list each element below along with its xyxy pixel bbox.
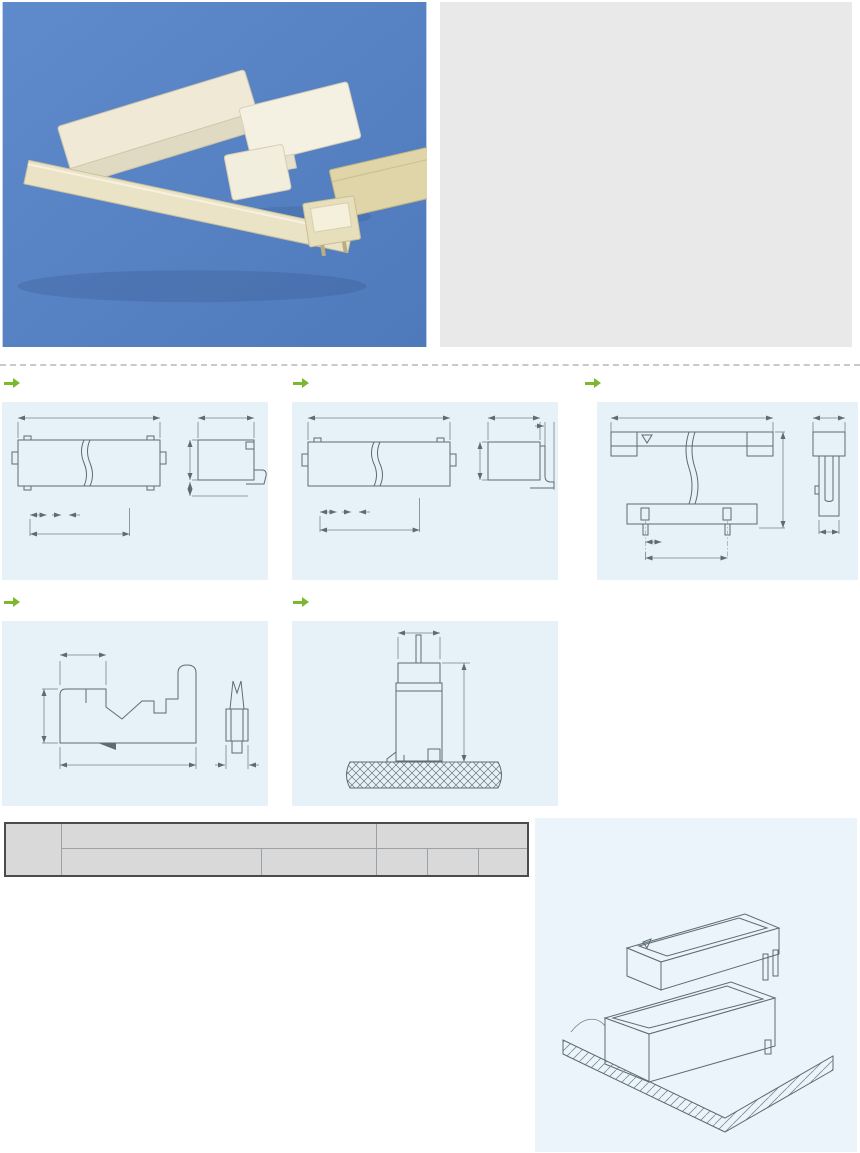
- section-header-sh-nawt: [293, 371, 316, 395]
- col-header-poles: [5, 823, 61, 876]
- sh-nat-technical-drawing: [2, 402, 268, 580]
- specifications-panel: [440, 2, 852, 347]
- green-arrow-icon: [4, 378, 20, 388]
- col-header-c: [478, 849, 528, 877]
- sh-nawt-technical-drawing: [292, 402, 558, 580]
- drawing-panel-sh-ny: [597, 402, 858, 580]
- col-header-b: [427, 849, 478, 877]
- parts-table: [4, 822, 529, 877]
- assembly-illustration-image: [535, 818, 857, 1152]
- sh-ny-technical-drawing: [597, 402, 858, 580]
- section-header-sh-nat: [4, 371, 27, 395]
- green-arrow-icon: [293, 597, 309, 607]
- green-arrow-icon: [585, 378, 601, 388]
- section-header-sh-ny: [585, 371, 608, 395]
- green-arrow-icon: [4, 597, 20, 607]
- drawing-panel-sh-nat: [2, 402, 268, 580]
- section-header-install: [293, 590, 316, 614]
- product-photo-image: [2, 2, 427, 347]
- install-technical-drawing: [292, 621, 558, 806]
- section-header-sh-te: [4, 590, 27, 614]
- pcb-cross-section: [347, 762, 502, 788]
- col-header-housing: [261, 849, 376, 877]
- drawing-panel-sh-te: [2, 621, 268, 806]
- drawing-panel-install: [292, 621, 558, 806]
- parts-table-header: [5, 823, 528, 876]
- col-header-a: [376, 849, 427, 877]
- col-header-dim: [376, 823, 528, 849]
- dashed-separator: [0, 364, 860, 366]
- col-header-type: [61, 823, 376, 849]
- col-header-wafer: [61, 849, 261, 877]
- drawing-panel-sh-nawt: [292, 402, 558, 580]
- assembly-illustration: [535, 818, 857, 1152]
- product-photo: [2, 2, 427, 347]
- green-arrow-icon: [293, 378, 309, 388]
- sh-te-technical-drawing: [2, 621, 268, 806]
